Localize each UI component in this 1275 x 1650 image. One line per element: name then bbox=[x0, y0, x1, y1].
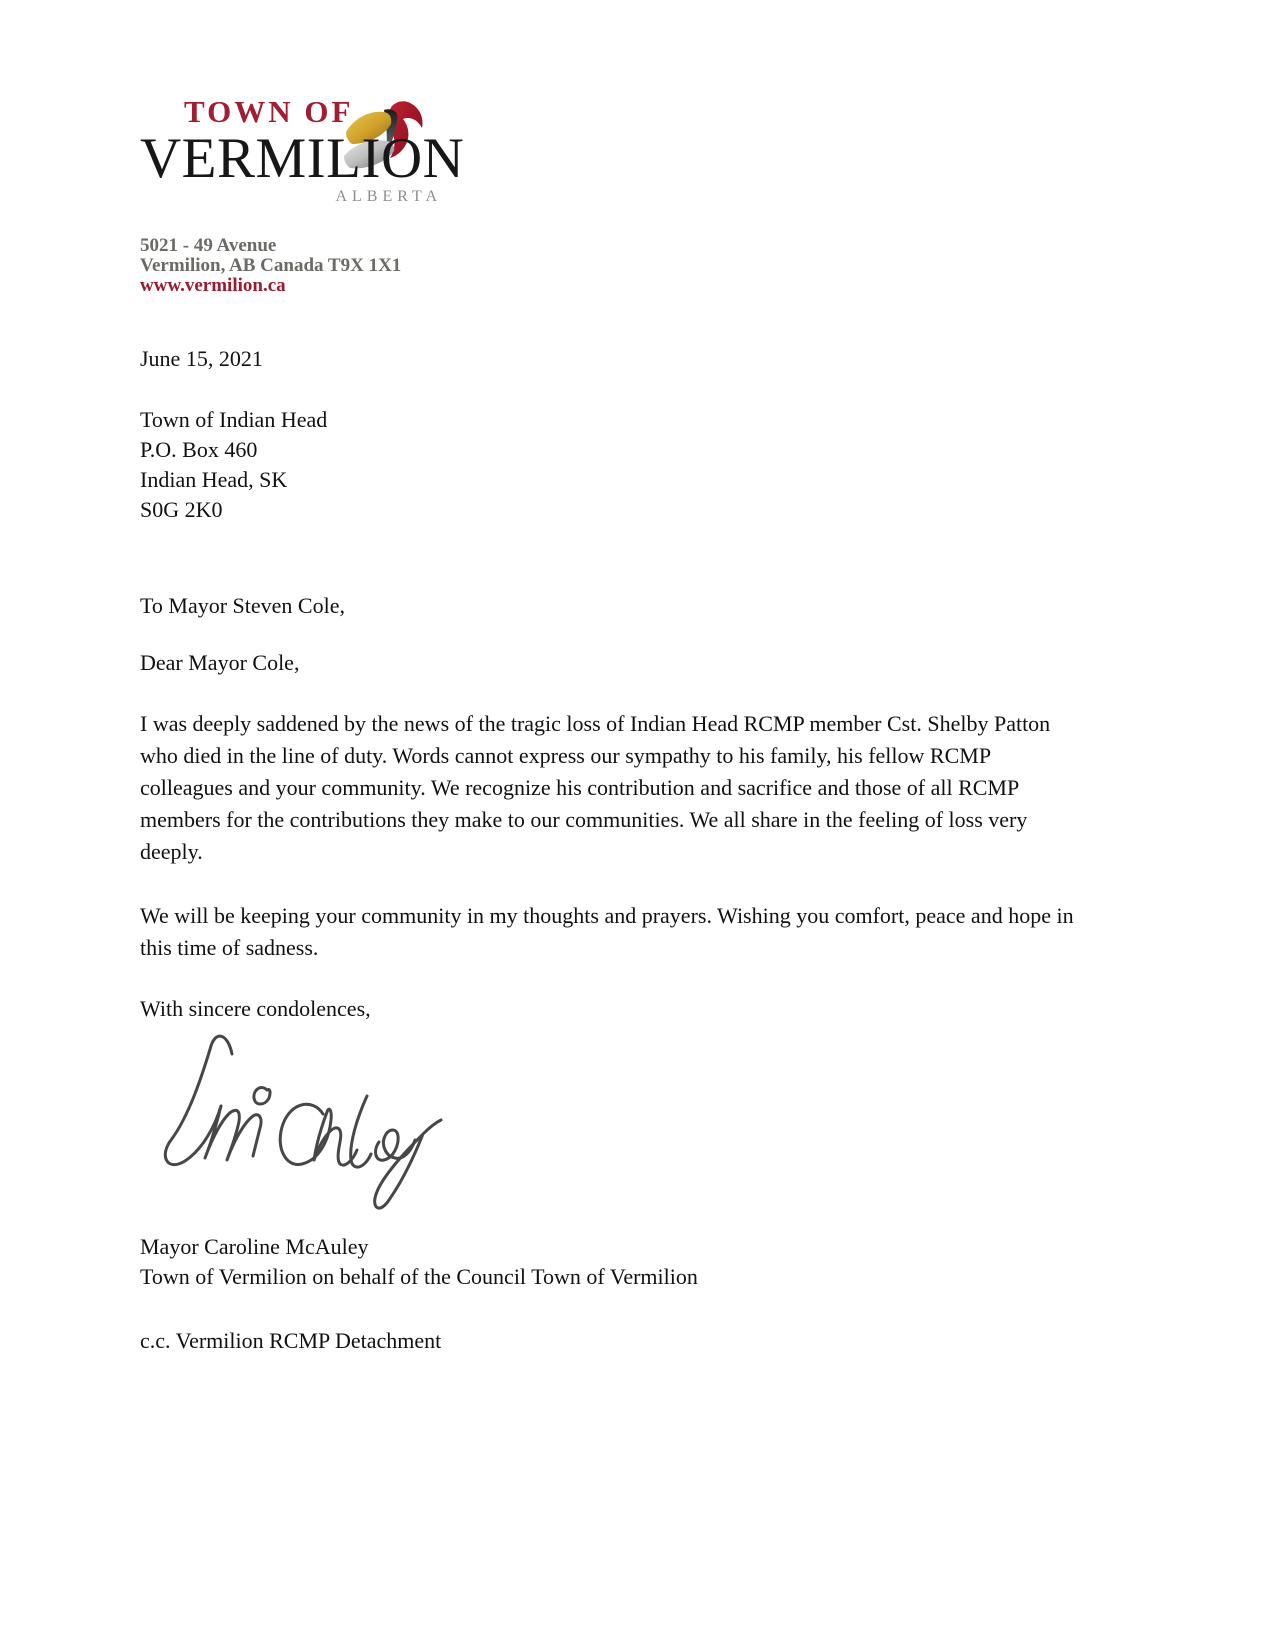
salutation: Dear Mayor Cole, bbox=[140, 650, 300, 675]
letterhead-address-line2: Vermilion, AB Canada T9X 1X1 bbox=[140, 255, 402, 276]
recipient-line: P.O. Box 460 bbox=[140, 437, 258, 462]
cc-line: c.c. Vermilion RCMP Detachment bbox=[140, 1328, 442, 1353]
signature-block bbox=[136, 1028, 1080, 1228]
handwritten-signature bbox=[136, 1028, 446, 1228]
body-paragraph: We will be keeping your community in my thoughts and prayers. Wishing you comfort, peace and hope in this time of sadness. bbox=[140, 903, 1074, 960]
attention-line: To Mayor Steven Cole, bbox=[140, 593, 345, 618]
letterhead bbox=[140, 94, 570, 296]
town-of-vermilion-logo bbox=[140, 94, 570, 206]
letterhead-website: www.vermilion.ca bbox=[140, 275, 286, 296]
body-paragraph: I was deeply saddened by the news of the tragic loss of Indian Head RCMP member Cst. Shelby Patton who died in the line of duty. Words cannot express our sympathy to his family, his fellow RCMP colleagues and your community. We recognize his contribution and sacrifice and those of all RCMP members for the contributions they make to our communities. We all share in the feeling of loss very deeply. bbox=[140, 711, 1051, 864]
letter-date: June 15, 2021 bbox=[140, 346, 263, 371]
recipient-line: S0G 2K0 bbox=[140, 497, 223, 522]
signer-block bbox=[140, 1232, 1080, 1292]
letterhead-address bbox=[140, 236, 570, 276]
logo-alberta-text: ALBERTA bbox=[335, 188, 442, 205]
letterhead-address-line1: 5021 - 49 Avenue bbox=[140, 235, 277, 256]
recipient-line: Indian Head, SK bbox=[140, 467, 288, 492]
recipient-line: Town of Indian Head bbox=[140, 407, 328, 432]
closing-line: With sincere condolences, bbox=[140, 996, 371, 1021]
logo-town-of-text: TOWN OF bbox=[184, 94, 354, 129]
signer-title: Town of Vermilion on behalf of the Council Town of Vermilion bbox=[140, 1264, 698, 1289]
recipient-address bbox=[140, 405, 1080, 525]
signer-name: Mayor Caroline McAuley bbox=[140, 1234, 369, 1259]
logo-vermilion-text: VERMILION bbox=[140, 127, 465, 190]
